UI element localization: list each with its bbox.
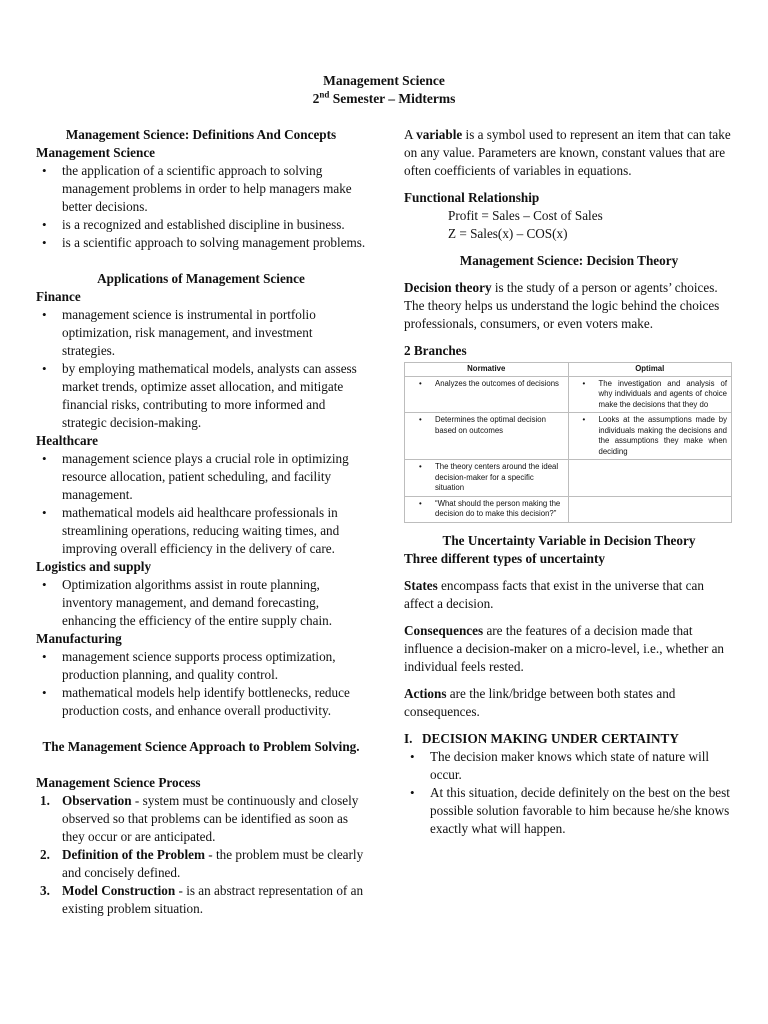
list-item: • is a scientific approach to solving management problems. xyxy=(36,234,366,252)
process-label: Management Science Process xyxy=(36,775,201,790)
manufacturing-label: Manufacturing xyxy=(36,631,122,646)
document-subtitle: 2nd Semester – Midterms xyxy=(312,89,456,106)
list-item: • Optimization algorithms assist in route planning, inventory management, and demand forecasting, enhancing the efficiency of the entire supply chain. xyxy=(36,576,366,630)
table-cell: • Determines the optimal decision based on outcomes xyxy=(409,415,564,436)
list-item: • The decision maker knows which state of nature will occur. xyxy=(404,748,734,784)
list-item: • the application of a scientific approach to solving management problems in order to help managers make better decisions. xyxy=(36,162,366,216)
healthcare-bullet-list xyxy=(36,450,366,558)
list-item: 1. Observation - system must be continuously and closely observed so that problems can be identified as soon as they occur or are anticipated. xyxy=(40,793,359,844)
document-header xyxy=(0,72,768,108)
states-paragraph: States encompass facts that exist in the universe that can affect a decision. xyxy=(404,577,704,611)
definitions-heading: Management Science: Definitions And Concepts xyxy=(65,127,337,142)
certainty-bullet-list xyxy=(404,748,734,838)
approach-heading: The Management Science Approach to Problem Solving. xyxy=(42,739,360,754)
list-item: 3. Model Construction - is an abstract representation of an existing problem situation. xyxy=(40,883,364,916)
list-item: 2. Definition of the Problem - the problem must be clearly and concisely defined. xyxy=(40,847,364,880)
ms-bullet-list xyxy=(36,162,366,252)
table-cell: • Analyzes the outcomes of decisions xyxy=(409,379,564,390)
table-cell: • Looks at the assumptions made by individuals making the decisions and the assumptions they make when deciding xyxy=(573,415,728,457)
list-item: • mathematical models help identify bottlenecks, reduce production costs, and enhance overall productivity. xyxy=(36,684,366,720)
list-item: • mathematical models aid healthcare professionals in streamlining operations, reducing waiting times, and improving overall efficiency in the delivery of care. xyxy=(36,504,366,558)
table-row xyxy=(405,460,732,497)
ms-label: Management Science xyxy=(36,145,156,160)
table-cell: • “What should the person making the decision do to make this decision?” xyxy=(409,499,564,520)
header-optimal: Optimal xyxy=(568,363,732,377)
functional-relationship-label: Functional Relationship xyxy=(404,190,540,205)
table-cell: • The investigation and analysis of why individuals and agents of choice make the decisions that they do xyxy=(573,379,728,411)
list-item: • At this situation, decide definitely on the best on the best possible solution favorable to him because he/she knows exactly what will happen. xyxy=(404,784,734,838)
variable-paragraph: A variable is a symbol used to represent an item that can take on any value. Parameters are known, constant values that are often coefficients of variables in equations. xyxy=(404,127,731,178)
table-header-row xyxy=(405,363,732,377)
header-normative: Normative xyxy=(405,363,569,377)
uncertainty-types-label: Three different types of uncertainty xyxy=(404,550,605,566)
branches-table xyxy=(404,362,732,523)
logistics-label: Logistics and supply xyxy=(36,559,152,574)
formula-profit: Profit = Sales – Cost of Sales xyxy=(448,208,603,223)
process-list xyxy=(36,792,366,918)
decision-theory-paragraph: Decision theory is the study of a person or agents’ choices. The theory helps us understand the logic behind the choices professionals, consumers, or even voters make. xyxy=(404,280,720,331)
decision-theory-heading: Management Science: Decision Theory xyxy=(459,253,679,268)
logistics-bullet-list xyxy=(36,576,366,630)
table-row xyxy=(405,376,732,413)
document-title: Management Science xyxy=(323,73,445,88)
list-item: • by employing mathematical models, analysts can assess market trends, optimize asset allocation, and mitigate financial risks, contributing to more informed and strategic decision-making. xyxy=(36,360,366,432)
manufacturing-bullet-list xyxy=(36,648,366,720)
formula-z: Z = Sales(x) – COS(x) xyxy=(448,226,568,241)
table-row xyxy=(405,496,732,522)
finance-bullet-list xyxy=(36,306,366,432)
uncertainty-heading: The Uncertainty Variable in Decision Theory xyxy=(442,532,696,548)
table-cell-empty xyxy=(568,460,732,497)
list-item: • management science is instrumental in portfolio optimization, risk management, and investment strategies. xyxy=(36,306,366,360)
actions-paragraph: Actions are the link/bridge between both states and consequences. xyxy=(404,685,676,719)
left-column xyxy=(36,126,366,918)
table-cell: • The theory centers around the ideal decision-maker for a specific situation xyxy=(409,462,564,494)
table-cell-empty xyxy=(568,496,732,522)
consequences-paragraph: Consequences are the features of a decision made that influence a decision-maker on a micro-level, i.e., whether an individual feels rested. xyxy=(404,622,725,674)
list-item: • management science plays a crucial role in optimizing resource allocation, patient scheduling, and facility management. xyxy=(36,450,366,504)
finance-label: Finance xyxy=(36,289,81,304)
branches-label: 2 Branches xyxy=(404,343,467,358)
right-column xyxy=(404,126,734,838)
certainty-heading: I. DECISION MAKING UNDER CERTAINTY xyxy=(404,730,679,746)
list-item: • management science supports process optimization, production planning, and quality control. xyxy=(36,648,366,684)
list-item: • is a recognized and established discipline in business. xyxy=(36,216,366,234)
table-row xyxy=(405,413,732,460)
healthcare-label: Healthcare xyxy=(36,433,99,448)
applications-heading: Applications of Management Science xyxy=(97,271,305,286)
